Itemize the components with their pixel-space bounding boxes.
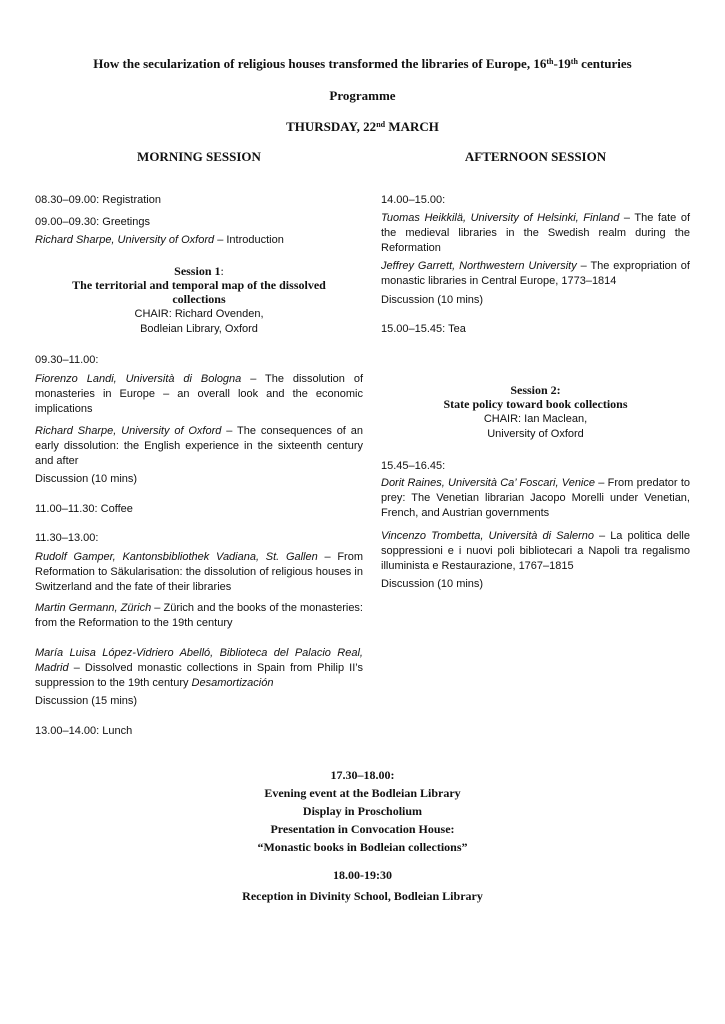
evening-block [0,766,725,856]
slot-time: 15.45–16.45: [381,460,446,472]
session-1-title: The territorial and temporal map of the dissolved [72,278,326,292]
discussion: Discussion (10 mins) [35,473,138,485]
talk-trombetta: Vincenzo Trombetta, Università di Salerno – La politica delle soppressioni e i nuovi poli bibliotecari a Napoli tra regalismo illuminista e Restaurazione, 1767–1815 [381,530,690,572]
talk-germann: Martin Germann, Zürich – Zürich and the books of the monasteries: from the Reformation to the 19th century [35,602,363,629]
talk-lopez-vidriero: María Luisa López-Vidriero Abelló, Biblioteca del Palacio Real, Madrid – Dissolved monastic collections in Spain from Philip II’s suppression to the 19th century Desamortización [35,647,363,689]
evening-line: Presentation in Convocation House: [270,822,455,836]
evening-line: Evening event at the Bodleian Library [264,786,461,800]
session-2-chair-affiliation: University of Oxford [487,428,584,440]
date-heading: THURSDAY, 22nd MARCH [286,119,439,134]
session-2-label: Session 2: [510,383,561,397]
afternoon-session-heading: AFTERNOON SESSION [464,149,607,164]
session-2-title: State policy toward book collections [443,397,628,411]
session-1-chair-affiliation: Bodleian Library, Oxford [140,323,258,335]
talk-landi: Fiorenzo Landi, Università di Bologna – The dissolution of monasteries in Europe – an overall look and the economic implications [35,373,364,415]
session-1-chair: CHAIR: Richard Ovenden, [134,308,264,320]
slot-time: 11.30–13.00: [35,532,99,544]
session-1-title-2: collections [172,292,226,306]
talk-garrett: Jeffrey Garrett, Northwestern University – The expropriation of monastic libraries in Central Europe, 1773–1814 [381,260,690,287]
slot-time: 14.00–15.00: [381,194,446,206]
lunch-break: 13.00–14.00: Lunch [35,725,133,737]
programme-heading: Programme [329,88,396,103]
talk-gamper: Rudolf Gamper, Kantonsbibliothek Vadiana, St. Gallen – From Reformation to Säkularisation: the dissolution of religious houses in Switzerland and the fate of their libraries [35,551,363,593]
registration: 08.30–09.00: Registration [35,194,161,206]
session-1-label: Session 1: [174,264,224,278]
evening-time: 17.30–18.00: [330,768,395,782]
greetings: 09.00–09.30: Greetings [35,216,150,228]
session-2-block [381,383,690,442]
coffee-break: 11.00–11.30: Coffee [35,503,133,515]
discussion: Discussion (15 mins) [35,695,138,707]
talk-sharpe: Richard Sharpe, University of Oxford – The consequences of an early dissolution: the English experience in the sixteenth century and after [35,425,363,467]
session-1-block [35,264,363,337]
document-title: How the secularization of religious houses transformed the libraries of Europe, 16th-19th centuries [93,56,632,71]
reception: Reception in Divinity School, Bodleian Library [242,889,483,903]
tea-break: 15.00–15.45: Tea [381,323,466,335]
evening-line: “Monastic books in Bodleian collections” [257,840,468,854]
introduction-talk: Richard Sharpe, University of Oxford – Introduction [35,234,284,246]
morning-session-heading: MORNING SESSION [137,149,261,164]
discussion: Discussion (10 mins) [381,578,484,590]
discussion: Discussion (10 mins) [381,294,484,306]
talk-raines: Dorit Raines, Università Ca’ Foscari, Venice – From predator to prey: The Venetian librarian Jacopo Morelli under Venetian, French, and Austrian governments [381,477,690,519]
slot-time: 09.30–11.00: [35,354,99,366]
talk-heikkila: Tuomas Heikkilä, University of Helsinki, Finland – The fate of the medieval libraries in the Swedish realm during the Reformation [381,212,690,254]
evening-line: Display in Proscholium [302,804,423,818]
reception-time: 18.00-19:30 [333,868,392,882]
session-2-chair: CHAIR: Ian Maclean, [483,413,588,425]
